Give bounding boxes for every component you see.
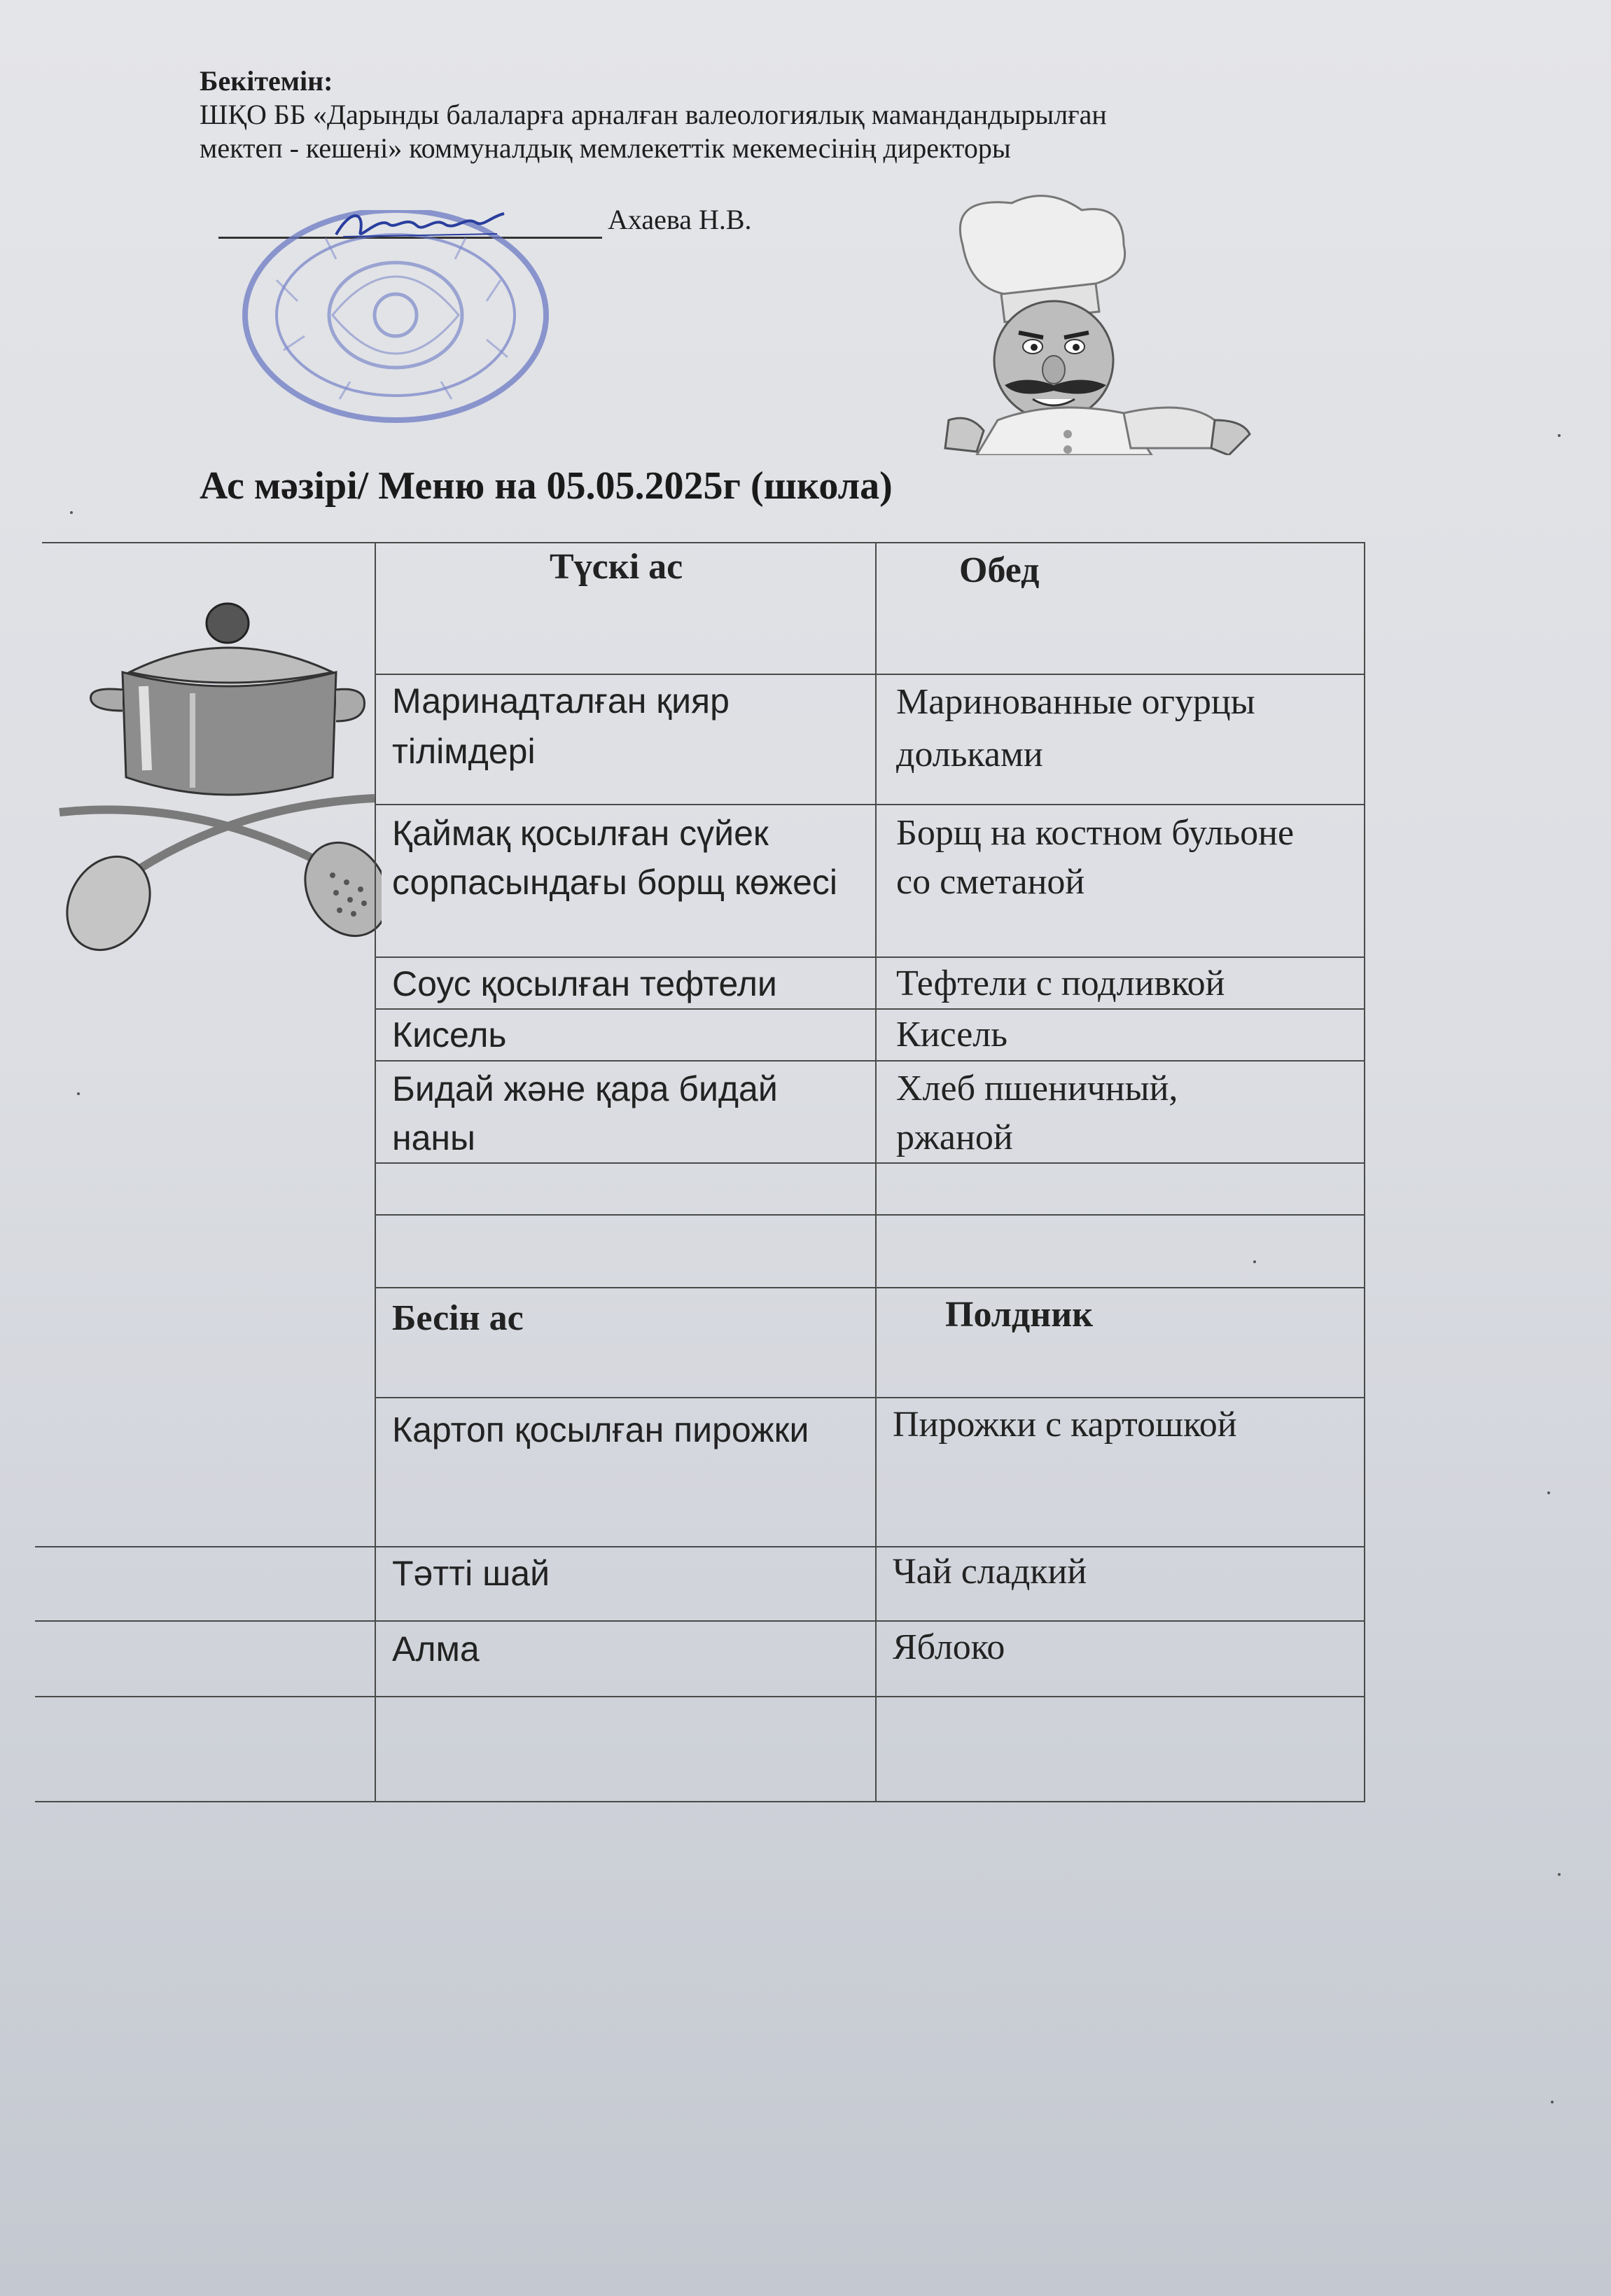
row-divider: [375, 1008, 1365, 1010]
row-divider: [375, 1162, 1365, 1164]
lunch-item-ru: Тефтели с подливкой: [896, 963, 1225, 1003]
row-divider: [35, 1696, 1365, 1697]
paper-speck: [77, 1092, 80, 1095]
lunch-item-ru: Борщ на костном бульоне со сметаной: [896, 813, 1295, 902]
paper-speck: [1547, 1491, 1550, 1494]
snack-header-ru: Полдник: [945, 1295, 1094, 1335]
snack-item-kz: Картоп қосылған пирожки: [392, 1410, 809, 1449]
row-divider: [375, 1060, 1365, 1062]
lunch-item-kz: Маринадталған қияр тілімдері: [392, 681, 730, 771]
lunch-item-kz: Кисель: [392, 1015, 507, 1055]
director-name: Ахаева Н.В.: [608, 204, 752, 235]
lunch-header-kz: Түскі ас: [550, 547, 683, 587]
column-divider: [375, 542, 376, 1801]
table-bottom-border: [35, 1801, 1365, 1802]
table-right-border: [1364, 542, 1365, 1801]
row-divider: [375, 674, 1365, 675]
snack-header-kz: Бесін ас: [392, 1298, 524, 1338]
snack-item-kz: Алма: [392, 1629, 480, 1669]
row-divider: [375, 956, 1365, 958]
lunch-item-ru: Маринованные огурцы дольками: [896, 682, 1255, 774]
row-divider: [35, 1620, 1365, 1622]
lunch-item-kz: Соус қосылған тефтели: [392, 964, 777, 1003]
paper-speck: [1558, 1873, 1561, 1876]
row-divider: [375, 1287, 1365, 1288]
approval-heading: Бекітемін:: [200, 65, 333, 97]
paper-speck: [1253, 1260, 1256, 1263]
row-divider: [375, 1214, 1365, 1216]
snack-item-ru: Чай сладкий: [893, 1552, 1087, 1592]
paper-speck: [1558, 434, 1561, 437]
lunch-item-kz: Бидай және қара бидай наны: [392, 1069, 778, 1157]
page-title: Ас мәзірі/ Меню на 05.05.2025г (школа): [200, 464, 893, 508]
paper-speck: [70, 511, 73, 514]
paper-speck: [1551, 2101, 1554, 2103]
snack-item-ru: Яблоко: [893, 1627, 1005, 1667]
approval-line-2: мектеп - кешені» коммуналдық мемлекеттік мекемесінің директоры: [200, 132, 1011, 164]
lunch-item-ru: Хлеб пшеничный, ржаной: [896, 1069, 1178, 1157]
snack-item-ru: Пирожки с картошкой: [893, 1405, 1237, 1445]
column-divider: [875, 542, 877, 1801]
row-divider: [375, 1397, 1365, 1398]
snack-item-kz: Тәтті шай: [392, 1554, 550, 1593]
lunch-item-kz: Қаймақ қосылған сүйек сорпасындағы борщ көжесі: [392, 814, 837, 902]
row-divider: [375, 804, 1365, 805]
approval-line-1: ШҚО ББ «Дарынды балаларға арналған валеологиялық мамандандырылған: [200, 99, 1107, 130]
lunch-header-ru: Обед: [959, 550, 1040, 590]
lunch-item-ru: Кисель: [896, 1015, 1007, 1055]
